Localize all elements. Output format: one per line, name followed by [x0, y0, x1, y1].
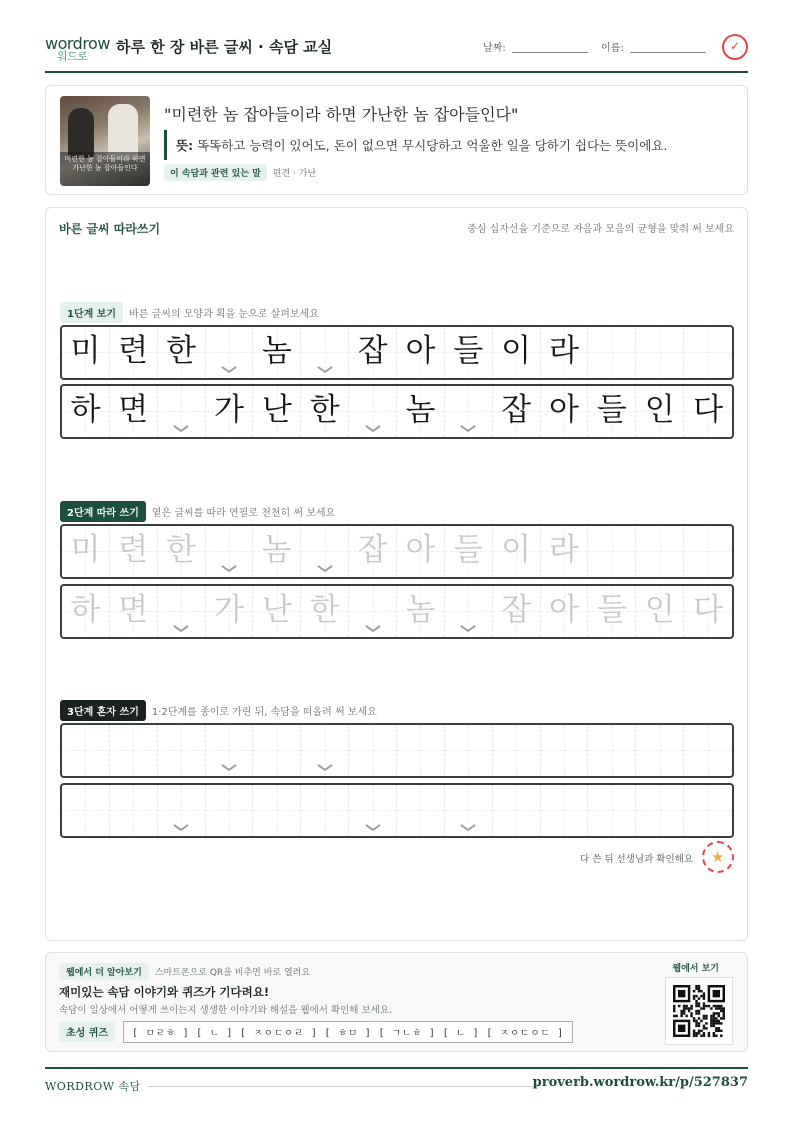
teacher-stamp-icon: [702, 841, 734, 873]
grid-cell: [253, 386, 301, 437]
meaning-text: 똑똑하고 능력이 있어도, 돈이 없으면 무시당하고 억울한 일을 당하기 쉽다는 뜻이에요.: [197, 138, 668, 153]
related-text: 편견 · 가난: [272, 169, 317, 179]
grid-cell[interactable]: [62, 785, 110, 836]
hangul-char: 인: [644, 592, 675, 628]
grid-cell[interactable]: [253, 725, 301, 776]
grid-cell[interactable]: [349, 526, 397, 577]
logo-subtext: 워드로: [57, 50, 88, 63]
grid-cell[interactable]: [541, 586, 589, 637]
step1-row2: [60, 384, 734, 439]
hangul-char: 련: [118, 333, 149, 369]
hangul-char: 가: [214, 592, 244, 628]
grid-cell[interactable]: [541, 785, 589, 836]
web-top: [59, 963, 310, 980]
space-mark-icon: [222, 366, 236, 374]
related-tag: 이 속담과 관련 있는 말: [164, 164, 267, 181]
grid-cell[interactable]: [445, 586, 493, 637]
grid-cell[interactable]: [445, 785, 493, 836]
grid-cell[interactable]: [62, 725, 110, 776]
wordrow-logo: [45, 34, 110, 63]
grid-cell[interactable]: [253, 785, 301, 836]
space-mark-icon: [318, 764, 332, 772]
grid-cell: [684, 327, 732, 378]
step3-badge: 3단계 혼자 쓰기: [60, 700, 146, 721]
hangul-char: 잡: [357, 532, 388, 568]
grid-cell[interactable]: [206, 725, 254, 776]
grid-cell[interactable]: [541, 725, 589, 776]
grid-cell[interactable]: [493, 526, 541, 577]
grid-cell[interactable]: [301, 785, 349, 836]
hangul-char: 가: [214, 392, 244, 428]
hangul-char: 면: [118, 392, 149, 428]
web-heading: 재미있는 속담 이야기와 퀴즈가 기다려요!: [59, 985, 270, 999]
date-label: 날짜:: [483, 43, 506, 54]
related-words: [164, 164, 316, 181]
grid-cell[interactable]: [397, 526, 445, 577]
hangul-char: 아: [405, 532, 436, 568]
practice-hint: 중심 십자선을 기준으로 자음과 모음의 균형을 맞춰 써 보세요: [467, 224, 734, 235]
proverb-quote: "미련한 놈 잡아들이라 하면 가난한 놈 잡아들인다": [164, 105, 519, 124]
hangul-char: 잡: [501, 392, 532, 428]
step1-row1: [60, 325, 734, 380]
grid-cell[interactable]: [349, 785, 397, 836]
web-desc: 속담이 일상에서 어떻게 쓰이는지 생생한 이야기와 해설을 웹에서 확인해 보세요.: [59, 1005, 393, 1016]
grid-cell: [684, 386, 732, 437]
space-mark-icon: [366, 425, 380, 433]
step3-row2[interactable]: [60, 783, 734, 838]
grid-cell: [493, 327, 541, 378]
space-mark-icon: [222, 764, 236, 772]
hangul-char: 아: [405, 333, 436, 369]
hangul-char: 잡: [501, 592, 532, 628]
grid-cell[interactable]: [206, 526, 254, 577]
grid-cell: [206, 327, 254, 378]
grid-cell[interactable]: [588, 526, 636, 577]
grid-cell[interactable]: [493, 725, 541, 776]
space-mark-icon: [318, 366, 332, 374]
hangul-char: 한: [309, 392, 340, 428]
hangul-char: 라: [549, 532, 579, 568]
hangul-char: 아: [549, 392, 579, 428]
space-mark-icon: [174, 625, 188, 633]
grid-cell: [493, 386, 541, 437]
chosung-quiz: [59, 1021, 573, 1043]
grid-cell[interactable]: [636, 725, 684, 776]
grid-cell[interactable]: [206, 586, 254, 637]
step2-desc: 옅은 글씨를 따라 연필로 천천히 써 보세요: [151, 508, 336, 519]
space-mark-icon: [461, 824, 475, 832]
space-mark-icon: [461, 425, 475, 433]
space-mark-icon: [174, 824, 188, 832]
grid-cell[interactable]: [445, 725, 493, 776]
grid-cell[interactable]: [206, 785, 254, 836]
grid-cell: [62, 386, 110, 437]
grid-cell[interactable]: [636, 586, 684, 637]
hangul-char: 다: [693, 592, 724, 628]
step2-row2[interactable]: [60, 584, 734, 639]
grid-cell[interactable]: [541, 526, 589, 577]
grid-cell[interactable]: [110, 526, 158, 577]
proverb-meaning: [164, 130, 667, 160]
page-footer: [45, 1067, 748, 1093]
step3-header: [60, 700, 377, 721]
step1-header: [60, 302, 319, 323]
grid-cell[interactable]: [301, 526, 349, 577]
grid-cell: [541, 327, 589, 378]
grid-cell[interactable]: [158, 725, 206, 776]
grid-cell[interactable]: [684, 725, 732, 776]
space-mark-icon: [366, 625, 380, 633]
hangul-char: 난: [261, 392, 292, 428]
grid-cell: [158, 386, 206, 437]
grid-cell: [349, 327, 397, 378]
grid-cell[interactable]: [397, 586, 445, 637]
grid-cell: [253, 327, 301, 378]
page-title: 하루 한 장 바른 글씨 · 속담 교실: [116, 38, 333, 56]
name-label: 이름:: [601, 43, 624, 54]
grid-cell: [397, 327, 445, 378]
hangul-char: 한: [166, 532, 197, 568]
grid-cell: [349, 386, 397, 437]
check-stamp-icon: [722, 34, 748, 60]
hangul-char: 난: [261, 592, 292, 628]
hangul-char: 한: [309, 592, 340, 628]
space-mark-icon: [222, 565, 236, 573]
grid-cell: [110, 327, 158, 378]
step2-badge: 2단계 따라 쓰기: [60, 501, 146, 522]
grid-cell: [636, 327, 684, 378]
grid-cell[interactable]: [158, 526, 206, 577]
hangul-char: 놈: [261, 333, 292, 369]
step2-row1[interactable]: [60, 524, 734, 579]
hangul-char: 면: [118, 592, 149, 628]
grid-cell[interactable]: [636, 526, 684, 577]
space-mark-icon: [318, 565, 332, 573]
qr-label: 웹에서 보기: [672, 964, 719, 974]
grid-cell: [158, 327, 206, 378]
done-note: 다 쓴 뒤 선생님과 확인해요: [579, 854, 693, 865]
step1-badge: 1단계 보기: [60, 302, 123, 323]
practice-section: [45, 207, 748, 941]
step1-desc: 바른 글씨의 모양과 획을 눈으로 살펴보세요: [129, 309, 319, 320]
grid-cell[interactable]: [110, 785, 158, 836]
hangul-char: 한: [166, 333, 197, 369]
hangul-char: 이: [501, 333, 532, 369]
grid-cell[interactable]: [158, 785, 206, 836]
grid-cell[interactable]: [62, 586, 110, 637]
space-mark-icon: [461, 625, 475, 633]
step3-row1[interactable]: [60, 723, 734, 778]
hangul-char: 하: [70, 392, 101, 428]
grid-cell[interactable]: [588, 586, 636, 637]
grid-cell[interactable]: [349, 586, 397, 637]
hangul-char: 미: [70, 333, 101, 369]
hangul-char: 련: [118, 532, 149, 568]
grid-cell[interactable]: [588, 785, 636, 836]
hangul-char: 들: [596, 592, 627, 628]
grid-cell[interactable]: [110, 725, 158, 776]
grid-cell: [397, 386, 445, 437]
proverb-card: [45, 85, 748, 195]
grid-cell[interactable]: [158, 586, 206, 637]
space-mark-icon: [174, 425, 188, 433]
quiz-label: 초성 퀴즈: [59, 1021, 115, 1042]
hangul-char: 다: [693, 392, 724, 428]
space-mark-icon: [366, 824, 380, 832]
qr-code-icon: [673, 985, 725, 1037]
grid-cell[interactable]: [62, 526, 110, 577]
grid-cell: [206, 386, 254, 437]
grid-cell[interactable]: [397, 725, 445, 776]
proverb-illustration: [60, 96, 150, 186]
grid-cell: [301, 386, 349, 437]
grid-cell: [588, 386, 636, 437]
qr-code[interactable]: [665, 977, 733, 1045]
grid-cell[interactable]: [397, 785, 445, 836]
grid-cell[interactable]: [253, 526, 301, 577]
grid-cell: [445, 386, 493, 437]
quiz-answer-box[interactable]: [ ㅁㄹㅎ ] [ ㄴ ] [ ㅈㅇㄷㅇㄹ ] [ ㅎㅁ ] [ ㄱㄴㅎ ] [ ㄴ ] [ ㅈㅇㄷㅇㄷ ]: [123, 1021, 573, 1043]
hangul-char: 라: [549, 333, 579, 369]
grid-cell: [62, 327, 110, 378]
name-blank[interactable]: [630, 43, 706, 53]
grid-cell[interactable]: [684, 785, 732, 836]
hangul-char: 들: [596, 392, 627, 428]
grid-cell[interactable]: [301, 586, 349, 637]
step2-header: [60, 501, 335, 522]
grid-cell[interactable]: [493, 586, 541, 637]
hangul-char: 잡: [357, 333, 388, 369]
grid-cell[interactable]: [684, 526, 732, 577]
grid-cell: [445, 327, 493, 378]
hangul-char: 미: [70, 532, 101, 568]
page-header: [45, 30, 748, 73]
practice-title: 바른 글씨 따라쓰기: [59, 222, 161, 236]
hangul-char: 들: [453, 532, 484, 568]
grid-cell: [301, 327, 349, 378]
grid-cell: [541, 386, 589, 437]
name-field[interactable]: [601, 39, 706, 54]
date-field[interactable]: [483, 39, 588, 54]
hangul-char: 놈: [405, 392, 436, 428]
hangul-char: 이: [501, 532, 532, 568]
grid-cell[interactable]: [636, 785, 684, 836]
grid-cell[interactable]: [588, 725, 636, 776]
figure-left: [68, 108, 94, 158]
grid-cell: [588, 327, 636, 378]
hangul-char: 아: [549, 592, 579, 628]
footer-brand: WORDROW 속담: [45, 1080, 141, 1093]
hangul-char: 놈: [405, 592, 436, 628]
hangul-char: 하: [70, 592, 101, 628]
footer-divider: [148, 1086, 538, 1087]
illustration-caption: 미련한 놈 잡아들이라 하면 가난한 놈 잡아들인다: [60, 152, 150, 186]
grid-cell[interactable]: [493, 785, 541, 836]
hangul-char: 놈: [261, 532, 292, 568]
grid-cell[interactable]: [301, 725, 349, 776]
hangul-char: 인: [644, 392, 675, 428]
grid-cell: [636, 386, 684, 437]
date-blank[interactable]: [512, 43, 588, 53]
grid-cell[interactable]: [253, 586, 301, 637]
web-tag-desc: 스마트폰으로 QR을 비추면 바로 열려요: [154, 968, 311, 978]
logo-text: wordrow: [45, 34, 110, 53]
footer-url[interactable]: proverb.wordrow.kr/p/527837: [532, 1075, 748, 1090]
web-section: [45, 952, 748, 1052]
grid-cell[interactable]: [349, 725, 397, 776]
grid-cell: [110, 386, 158, 437]
meaning-label: 뜻:: [176, 138, 194, 153]
hangul-char: 들: [453, 333, 484, 369]
grid-cell[interactable]: [110, 586, 158, 637]
grid-cell[interactable]: [684, 586, 732, 637]
step3-desc: 1·2단계를 종이로 가린 뒤, 속담을 떠올려 써 보세요: [151, 707, 377, 718]
web-tag: 웹에서 더 알아보기: [59, 963, 149, 980]
grid-cell[interactable]: [445, 526, 493, 577]
